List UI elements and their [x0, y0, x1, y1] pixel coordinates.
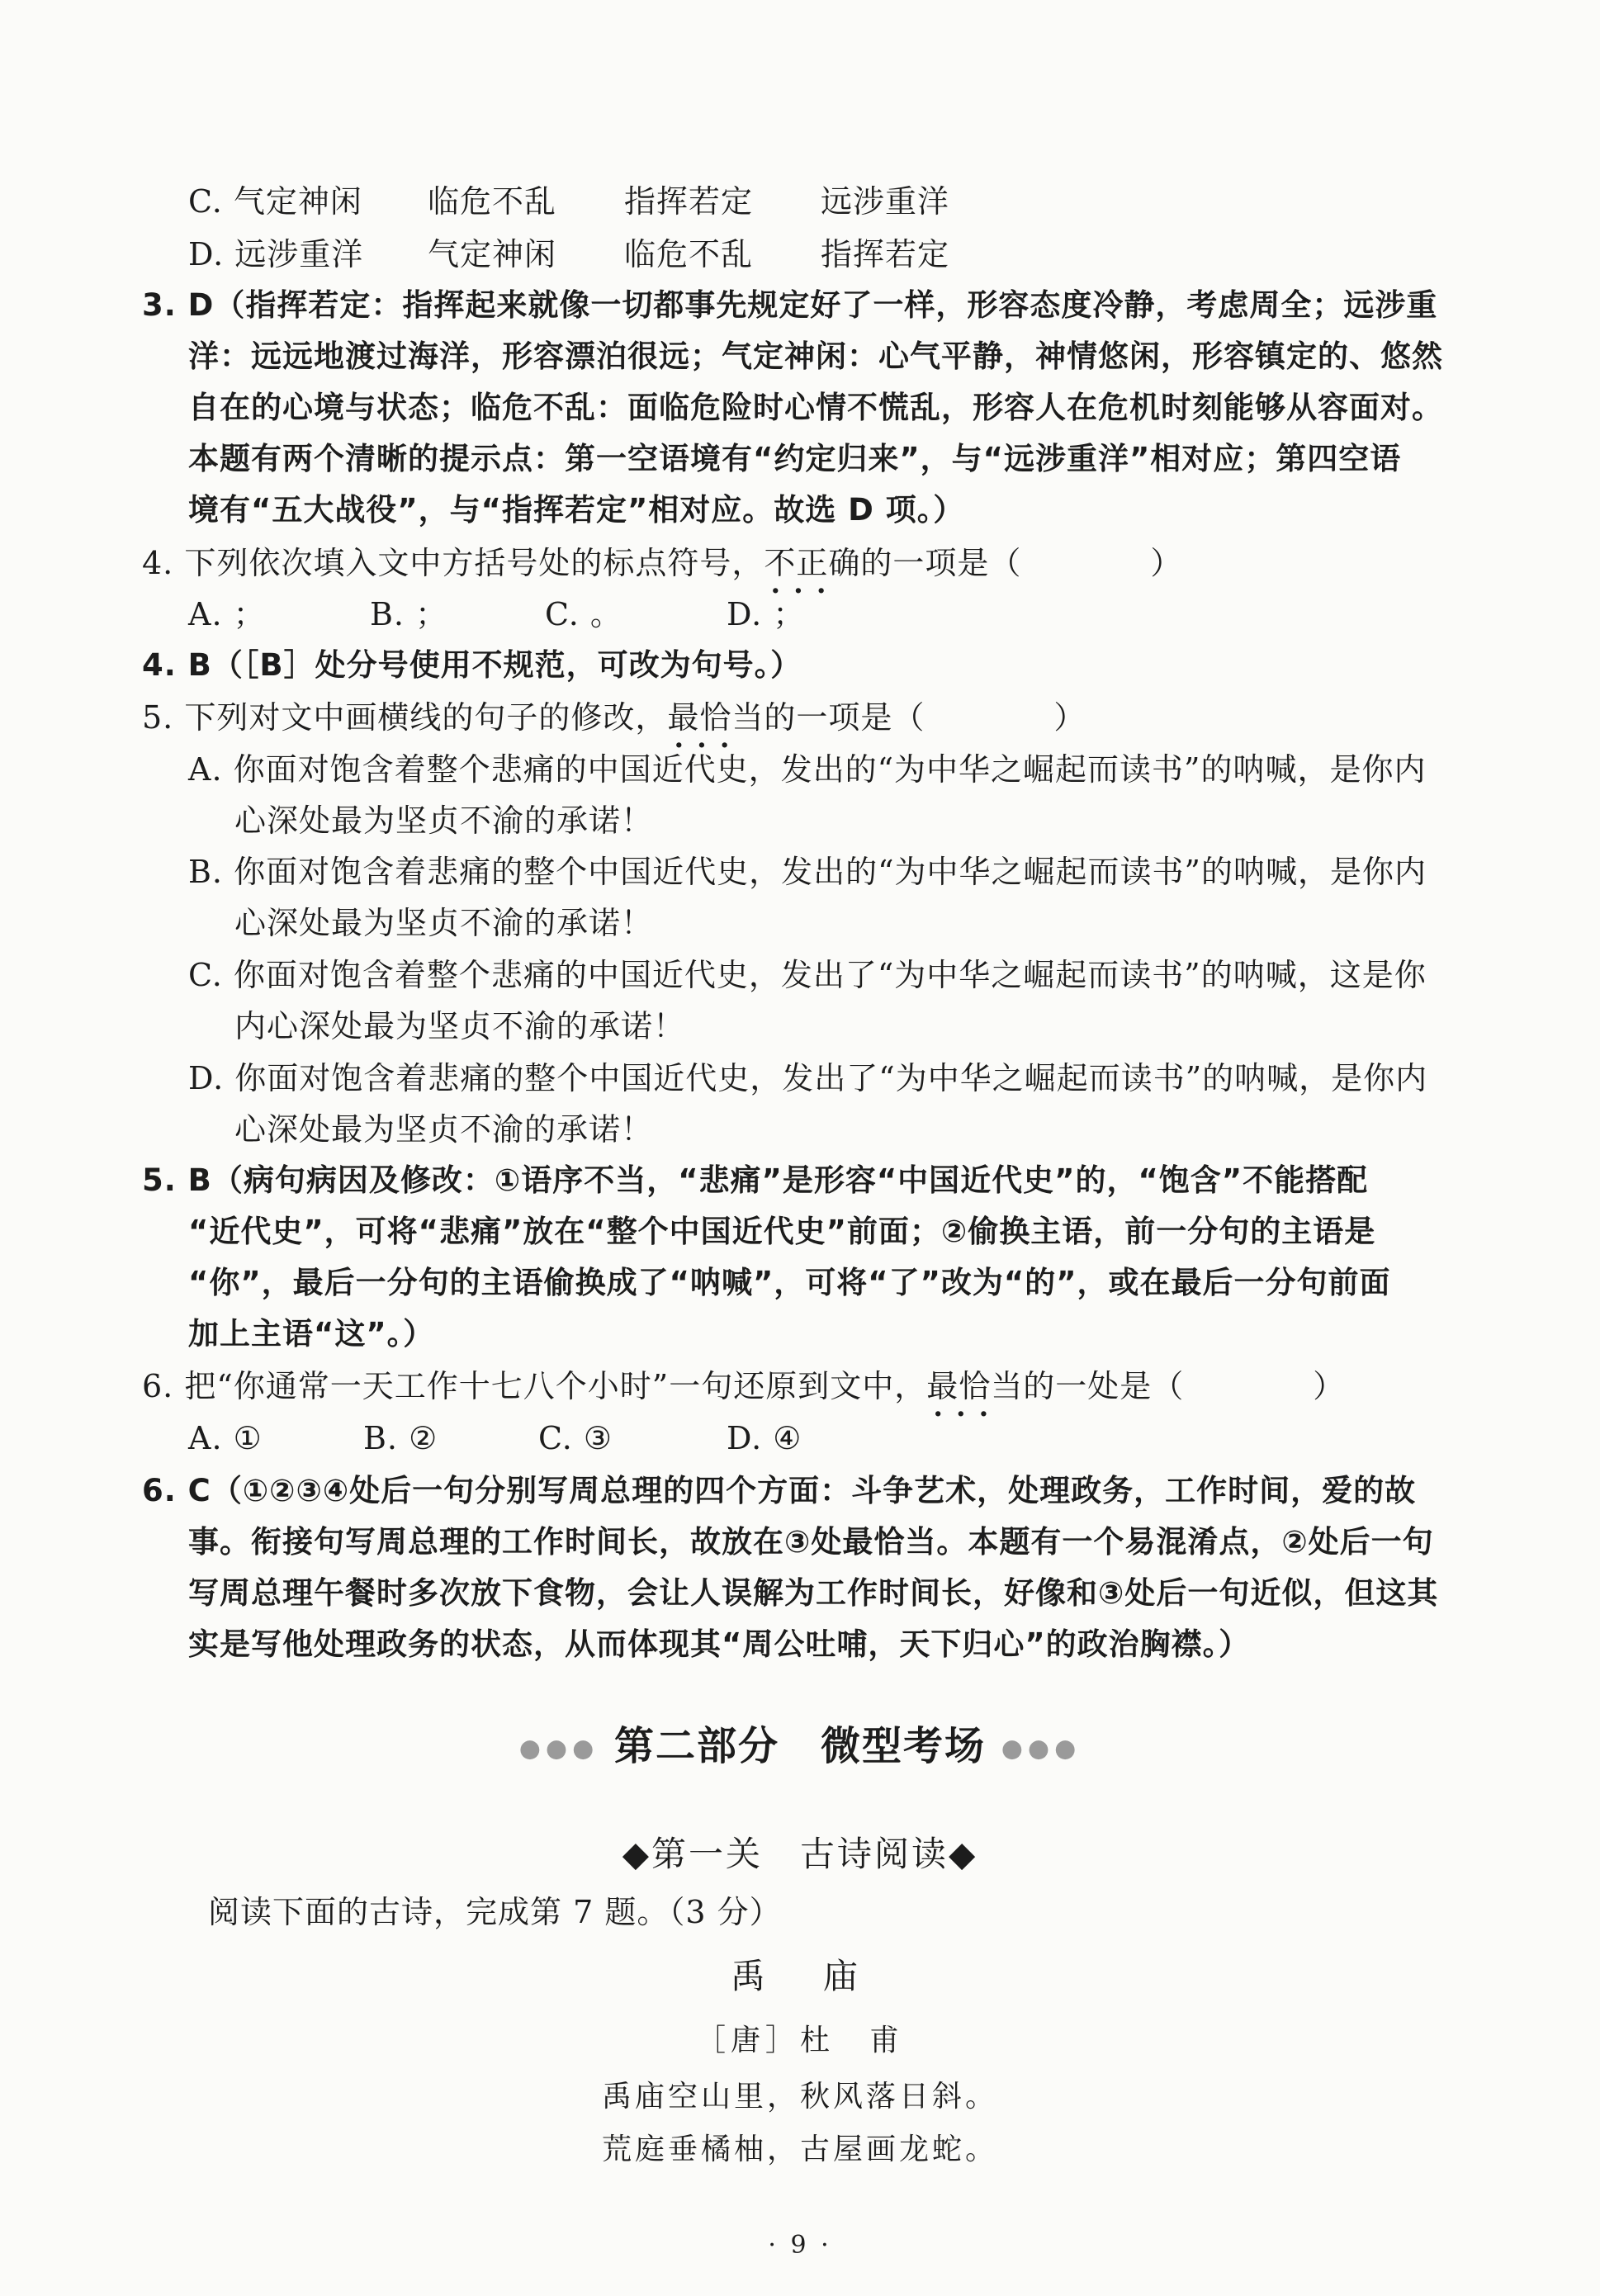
- option-d-3: 临危不乱: [624, 236, 754, 272]
- subsection-heading: ◆第一关 古诗阅读◆: [622, 1834, 978, 1874]
- option-c-1: C. 气定神闲: [188, 183, 362, 220]
- question-4-emphasis: 不正确 · · ·: [764, 545, 860, 581]
- q6-option-a: A. ①: [188, 1420, 263, 1456]
- q6-option-b: B. ②: [363, 1420, 438, 1456]
- answer-3-line-1: 3. D（指挥若定：指挥起来就像一切都事先规定好了一样，形容态度冷静，考虑周全；远涉重: [142, 287, 1438, 323]
- option-d-1: D. 远涉重洋: [188, 236, 364, 272]
- answer-6-line-4: 实是写他处理政务的状态，从而体现其“周公吐哺，天下归心”的政治胸襟。）: [188, 1626, 1251, 1662]
- section-title: 第二部分 微型考场: [613, 1723, 986, 1769]
- q5-option-b-line-1: B. 你面对饱含着悲痛的整个中国近代史，发出的“为中华之崛起而读书”的呐喊，是你内: [188, 854, 1427, 890]
- option-d-2: 气定神闲: [428, 236, 557, 272]
- q4-option-d: D. ；: [727, 596, 806, 632]
- answer-5-line-4: 加上主语“这”。）: [188, 1316, 435, 1352]
- answer-3-line-3: 自在的心境与状态；临危不乱：面临危险时心情不慌乱，形容人在危机时刻能够从容面对。: [188, 390, 1443, 425]
- answer-5-line-2: “近代史”，可将“悲痛”放在“整个中国近代史”前面；②偷换主语，前一分句的主语是: [188, 1214, 1376, 1249]
- q5-option-a-line-1: A. 你面对饱含着整个悲痛的中国近代史，发出的“为中华之崛起而读书”的呐喊，是你内: [188, 751, 1427, 788]
- section-bullets-right-icon: ●●●: [1001, 1734, 1082, 1763]
- answer-3-line-2: 洋：远远地渡过海洋，形容漂泊很远；气定神闲：心气平静，神情悠闲，形容镇定的、悠然: [188, 338, 1443, 374]
- question-5: [142, 696, 1086, 739]
- question-4-pre: 4. 下列依次填入文中方括号处的标点符号，: [142, 545, 764, 581]
- option-c-2: 临危不乱: [428, 183, 557, 220]
- option-row-d: [188, 233, 949, 276]
- q5-option-d-line-2: 心深处最为坚贞不渝的承诺！: [234, 1111, 654, 1148]
- q4-option-a: A. ；: [188, 596, 266, 632]
- question-4-options: [188, 593, 805, 636]
- answer-6-line-2: 事。衔接句写周总理的工作时间长，故放在③处最恰当。本题有一个易混淆点，②处后一句: [188, 1524, 1434, 1560]
- option-d-4: 指挥若定: [821, 236, 950, 272]
- question-6-options: [188, 1417, 802, 1460]
- poem-author: ［唐］杜 甫: [695, 2024, 904, 2057]
- answer-3-line-4: 本题有两个清晰的提示点：第一空语境有“约定归来”，与“远涉重洋”相对应；第四空语: [188, 441, 1402, 476]
- question-4-post: 的一项是（ ）: [860, 545, 1183, 581]
- answer-6-line-3: 写周总理午餐时多次放下食物，会让人误解为工作时间长，好像和③处后一句近似，但这其: [188, 1575, 1439, 1611]
- q4-option-b: B. ；: [370, 596, 448, 632]
- question-6-emphasis: 最恰当 · · ·: [926, 1368, 1023, 1404]
- section-bullets-left-icon: ●●●: [518, 1734, 599, 1763]
- question-6: [142, 1365, 1345, 1408]
- question-5-pre: 5. 下列对文中画横线的句子的修改，: [142, 699, 668, 736]
- question-6-post: 的一处是（ ）: [1023, 1368, 1346, 1404]
- question-5-post: 的一项是（ ）: [764, 699, 1086, 736]
- q5-option-a-line-2: 心深处最为坚贞不渝的承诺！: [234, 802, 654, 839]
- page-number: · 9 ·: [768, 2231, 832, 2260]
- q4-option-c: C. 。: [545, 596, 622, 632]
- q5-option-c-line-1: C. 你面对饱含着整个悲痛的中国近代史，发出了“为中华之崛起而读书”的呐喊，这是你: [188, 957, 1427, 993]
- section-heading: [0, 1717, 1600, 1778]
- option-c-4: 远涉重洋: [821, 183, 950, 220]
- reading-instruction: 阅读下面的古诗，完成第 7 题。（3 分）: [208, 1894, 782, 1930]
- answer-5-line-1: 5. B（病句病因及修改：①语序不当，“悲痛”是形容“中国近代史”的，“饱含”不能搭配: [142, 1162, 1369, 1198]
- poem-line-1: 禹庙空山里，秋风落日斜。: [601, 2080, 998, 2114]
- q5-option-d-line-1: D. 你面对饱含着悲痛的整个中国近代史，发出了“为中华之崛起而读书”的呐喊，是你内: [188, 1060, 1428, 1096]
- q6-option-d: D. ④: [727, 1420, 802, 1456]
- poem-title: 禹 庙: [730, 1956, 869, 1996]
- answer-6-line-1: 6. C（①②③④处后一句分别写周总理的四个方面：斗争艺术，处理政务，工作时间，爱的故: [142, 1473, 1417, 1508]
- poem-line-2: 荒庭垂橘柚，古屋画龙蛇。: [601, 2133, 998, 2166]
- option-row-c: [188, 180, 949, 223]
- answer-5-line-3: “你”，最后一分句的主语偷换成了“呐喊”，可将“了”改为“的”，或在最后一分句前面: [188, 1265, 1391, 1300]
- option-c-3: 指挥若定: [624, 183, 754, 220]
- question-4: [142, 542, 1182, 585]
- q5-option-c-line-2: 内心深处最为坚贞不渝的承诺！: [234, 1008, 686, 1044]
- answer-3-line-5: 境有“五大战役”，与“指挥若定”相对应。故选 D 项。）: [188, 492, 965, 528]
- answer-4: 4. B（［B］处分号使用不规范，可改为句号。）: [142, 647, 802, 683]
- question-6-pre: 6. 把“你通常一天工作十七八个小时”一句还原到文中，: [142, 1368, 927, 1404]
- q6-option-c: C. ③: [538, 1420, 613, 1456]
- q5-option-b-line-2: 心深处最为坚贞不渝的承诺！: [234, 905, 654, 941]
- question-5-emphasis: 最恰当 · · ·: [667, 699, 764, 736]
